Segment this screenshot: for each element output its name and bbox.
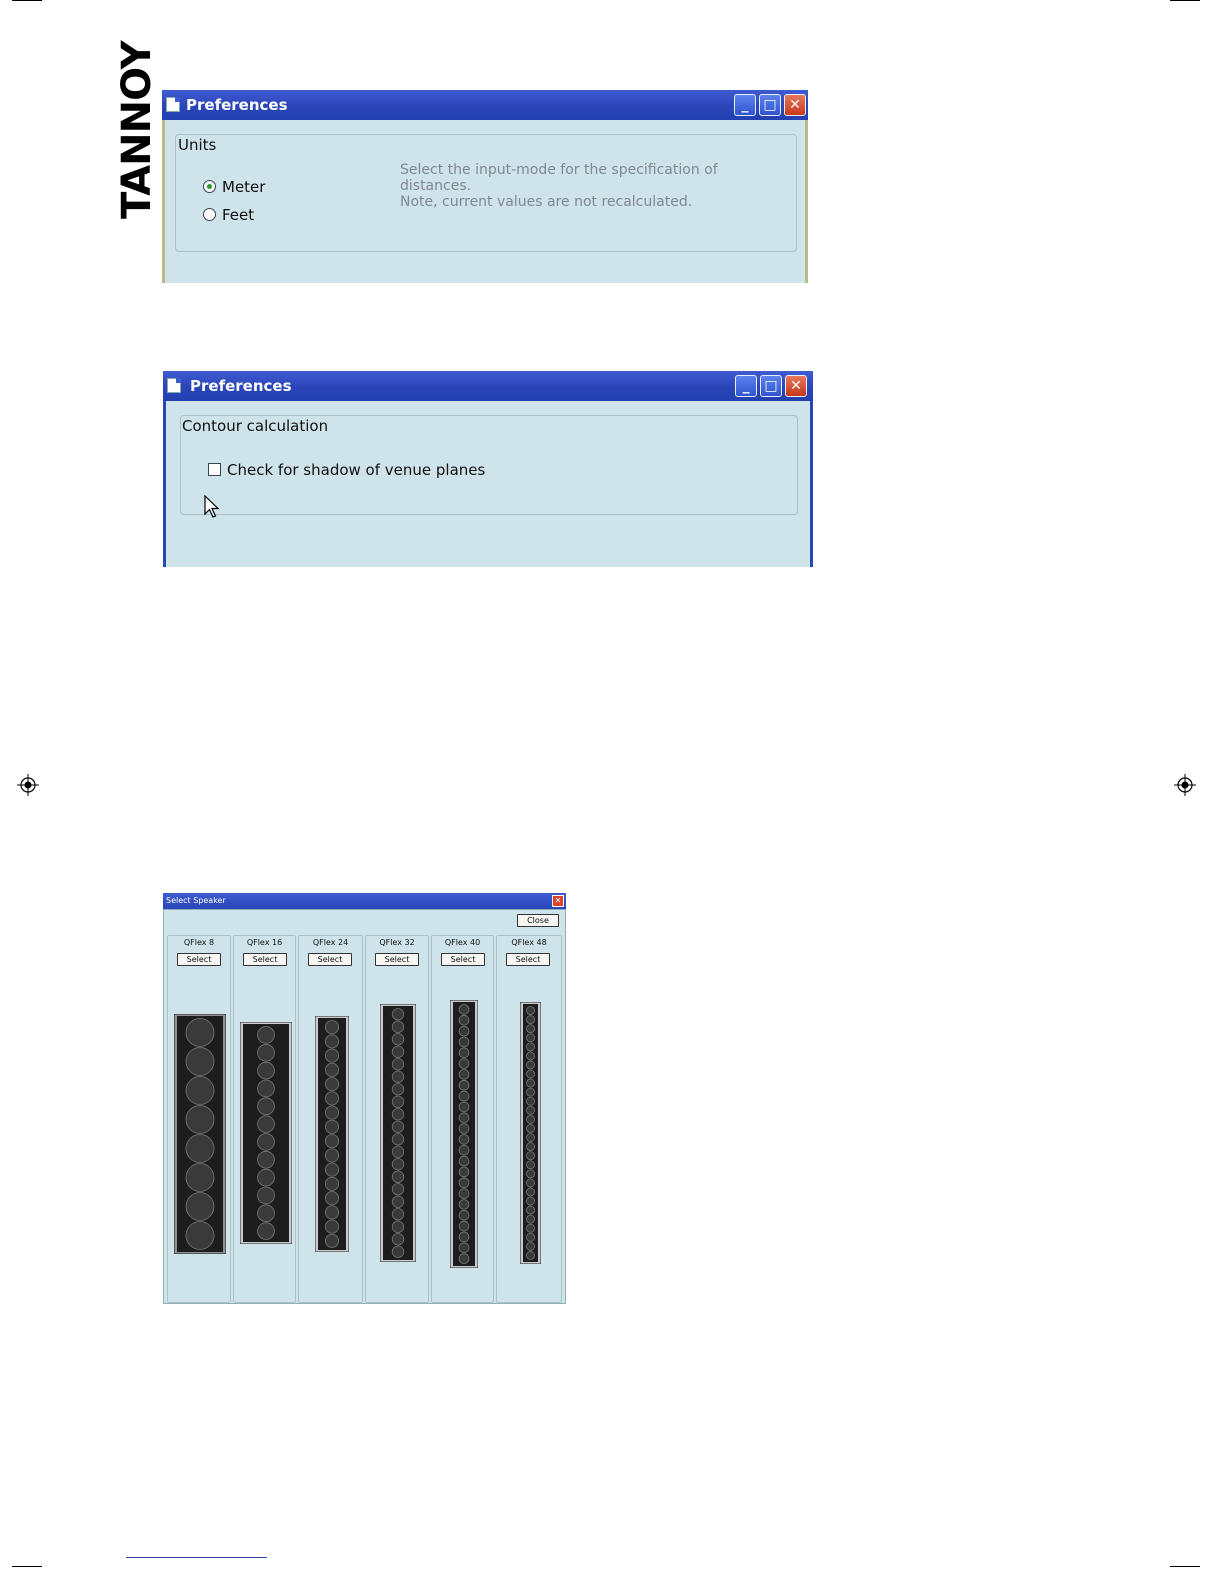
window-title: Preferences xyxy=(186,96,288,114)
speaker-column xyxy=(167,935,231,1303)
select-button[interactable]: Select xyxy=(177,953,221,966)
crop-mark-bottom-left xyxy=(12,1566,42,1567)
close-icon[interactable]: ✕ xyxy=(784,94,806,116)
speaker-name: QFlex 40 xyxy=(444,938,481,947)
speaker-column xyxy=(233,935,296,1303)
close-icon[interactable]: ✕ xyxy=(785,375,807,397)
radio-feet-label[interactable]: Feet xyxy=(222,206,255,224)
speaker-column xyxy=(298,935,363,1303)
select-button[interactable]: Select xyxy=(506,953,550,966)
radio-feet[interactable] xyxy=(203,208,216,221)
crop-mark-bottom-right xyxy=(1170,1566,1200,1567)
speaker-image xyxy=(520,1002,541,1264)
select-button[interactable]: Select xyxy=(308,953,352,966)
hint-line: Select the input-mode for the specification of xyxy=(400,162,718,178)
crop-mark-top-right xyxy=(1170,0,1200,1)
window-title: Preferences xyxy=(190,377,292,395)
select-speaker-window xyxy=(163,893,566,1304)
maximize-icon[interactable]: □ xyxy=(759,94,781,116)
minimize-icon[interactable]: _ xyxy=(734,94,756,116)
registration-mark-left-icon xyxy=(17,774,39,796)
speaker-name: QFlex 16 xyxy=(246,938,283,947)
mouse-cursor-icon xyxy=(204,495,220,519)
select-button[interactable]: Select xyxy=(375,953,419,966)
preferences-window-units xyxy=(162,90,808,283)
group-label: Units xyxy=(178,136,217,154)
speaker-name: QFlex 32 xyxy=(379,938,415,947)
select-button[interactable]: Select xyxy=(441,953,485,966)
preferences-window-contour xyxy=(163,371,813,567)
speaker-name: QFlex 24 xyxy=(312,938,349,947)
speaker-image xyxy=(450,1000,478,1268)
window-body xyxy=(162,120,808,283)
speaker-image xyxy=(315,1016,349,1252)
hint-line: Note, current values are not recalculated. xyxy=(400,194,693,210)
radio-meter-label[interactable]: Meter xyxy=(222,178,266,196)
shadow-checkbox-label[interactable]: Check for shadow of venue planes xyxy=(227,461,486,479)
window-titlebar[interactable] xyxy=(162,90,808,120)
hint-line: distances. xyxy=(400,178,472,194)
speaker-column xyxy=(496,935,562,1303)
speaker-image xyxy=(380,1004,416,1262)
footer-rule xyxy=(126,1557,267,1558)
app-icon xyxy=(166,97,180,112)
speaker-image xyxy=(240,1022,292,1244)
speaker-column xyxy=(431,935,494,1303)
close-icon[interactable]: ✕ xyxy=(552,895,564,907)
maximize-icon[interactable]: □ xyxy=(760,375,782,397)
speaker-name: QFlex 48 xyxy=(511,938,547,947)
close-button[interactable]: Close xyxy=(517,914,559,927)
radio-meter[interactable] xyxy=(203,180,216,193)
units-hint-text xyxy=(400,162,718,210)
window-title: Select Speaker xyxy=(166,896,226,905)
crop-mark-top-left xyxy=(12,0,42,1)
window-titlebar[interactable] xyxy=(163,893,566,909)
minimize-icon[interactable]: _ xyxy=(735,375,757,397)
app-icon xyxy=(167,378,181,393)
window-titlebar[interactable] xyxy=(163,371,813,401)
brand-logo: TANNOY xyxy=(114,41,160,219)
registration-mark-right-icon xyxy=(1174,774,1196,796)
speaker-name: QFlex 8 xyxy=(183,938,215,947)
window-body xyxy=(163,401,813,567)
select-button[interactable]: Select xyxy=(243,953,287,966)
speaker-image xyxy=(174,1014,226,1254)
shadow-checkbox[interactable] xyxy=(208,463,221,476)
group-label: Contour calculation xyxy=(182,417,329,435)
speaker-column xyxy=(365,935,429,1303)
